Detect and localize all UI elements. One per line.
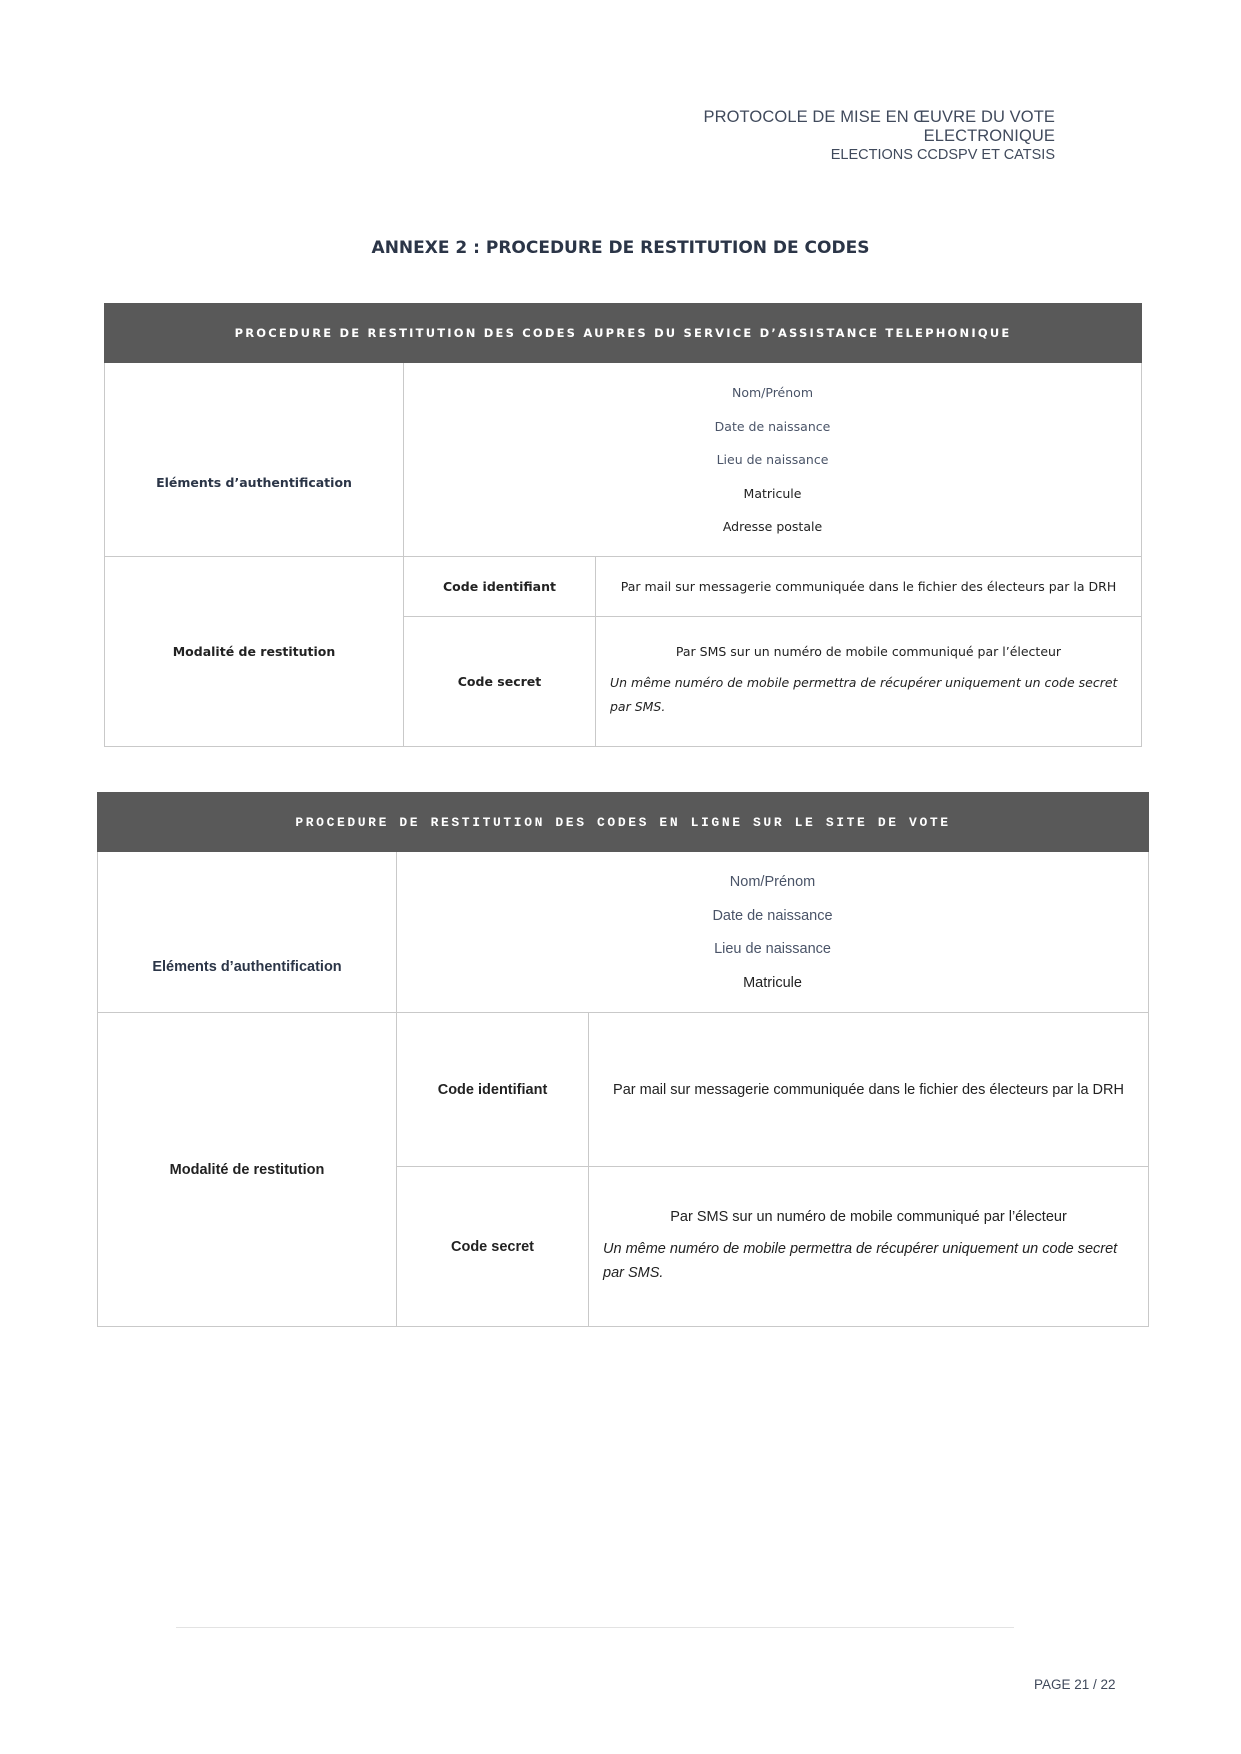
auth-item: Date de naissance xyxy=(712,907,833,924)
code-id-value: Par mail sur messagerie communiquée dans le fichier des électeurs par la DRH xyxy=(589,1013,1149,1167)
page-title: ANNEXE 2 : PROCEDURE DE RESTITUTION DE CODES xyxy=(371,238,870,258)
auth-item: Nom/Prénom xyxy=(731,385,813,400)
auth-item: Lieu de naissance xyxy=(716,452,829,467)
auth-item: Nom/Prénom xyxy=(729,874,816,890)
table-heading: PROCEDURE DE RESTITUTION DES CODES AUPRES DU SERVICE D’ASSISTANCE TELEPHONIQUE xyxy=(105,304,1142,363)
document-header xyxy=(704,108,1056,164)
table-heading: PROCEDURE DE RESTITUTION DES CODES EN LIGNE SUR LE SITE DE VOTE xyxy=(98,793,1149,852)
modality-label: Modalité de restitution xyxy=(105,557,404,747)
code-id-label: Code identifiant xyxy=(404,557,596,617)
auth-item: Matricule xyxy=(743,485,802,501)
code-secret-note: Un même numéro de mobile permettra de récupérer uniquement un code secret par SMS. xyxy=(610,675,1118,714)
code-secret-label: Code secret xyxy=(404,617,596,747)
auth-label: Eléments d’authentification xyxy=(105,363,404,557)
header-line-2: ELECTRONIQUE xyxy=(923,127,1055,145)
code-secret-cell xyxy=(589,1167,1149,1327)
auth-items xyxy=(404,363,1142,557)
code-secret-label: Code secret xyxy=(397,1167,589,1327)
online-procedure-table xyxy=(97,792,1149,1327)
phone-assistance-procedure-table xyxy=(104,303,1142,747)
auth-item: Matricule xyxy=(743,974,802,991)
header-line-3: ELECTIONS CCDSPV ET CATSIS xyxy=(830,147,1055,163)
page-number: PAGE 21 / 22 xyxy=(1034,1677,1116,1692)
code-secret-note: Un même numéro de mobile permettra de récupérer uniquement un code secret par SMS. xyxy=(603,1240,1118,1281)
auth-label: Eléments d’authentification xyxy=(98,852,397,1013)
header-line-1: PROTOCOLE DE MISE EN ŒUVRE DU VOTE xyxy=(703,108,1055,126)
auth-item: Lieu de naissance xyxy=(714,941,831,957)
code-id-value: Par mail sur messagerie communiquée dans le fichier des électeurs par la DRH xyxy=(596,557,1142,617)
code-secret-value: Par SMS sur un numéro de mobile communiqué par l’électeur xyxy=(675,644,1062,659)
code-secret-value: Par SMS sur un numéro de mobile communiqué par l’électeur xyxy=(670,1208,1067,1225)
code-secret-cell xyxy=(596,617,1142,747)
footer-divider xyxy=(176,1627,1014,1628)
modality-label: Modalité de restitution xyxy=(98,1013,397,1327)
auth-items xyxy=(397,852,1149,1013)
auth-item: Date de naissance xyxy=(714,418,831,434)
auth-item: Adresse postale xyxy=(722,519,823,534)
code-id-label: Code identifiant xyxy=(397,1013,589,1167)
